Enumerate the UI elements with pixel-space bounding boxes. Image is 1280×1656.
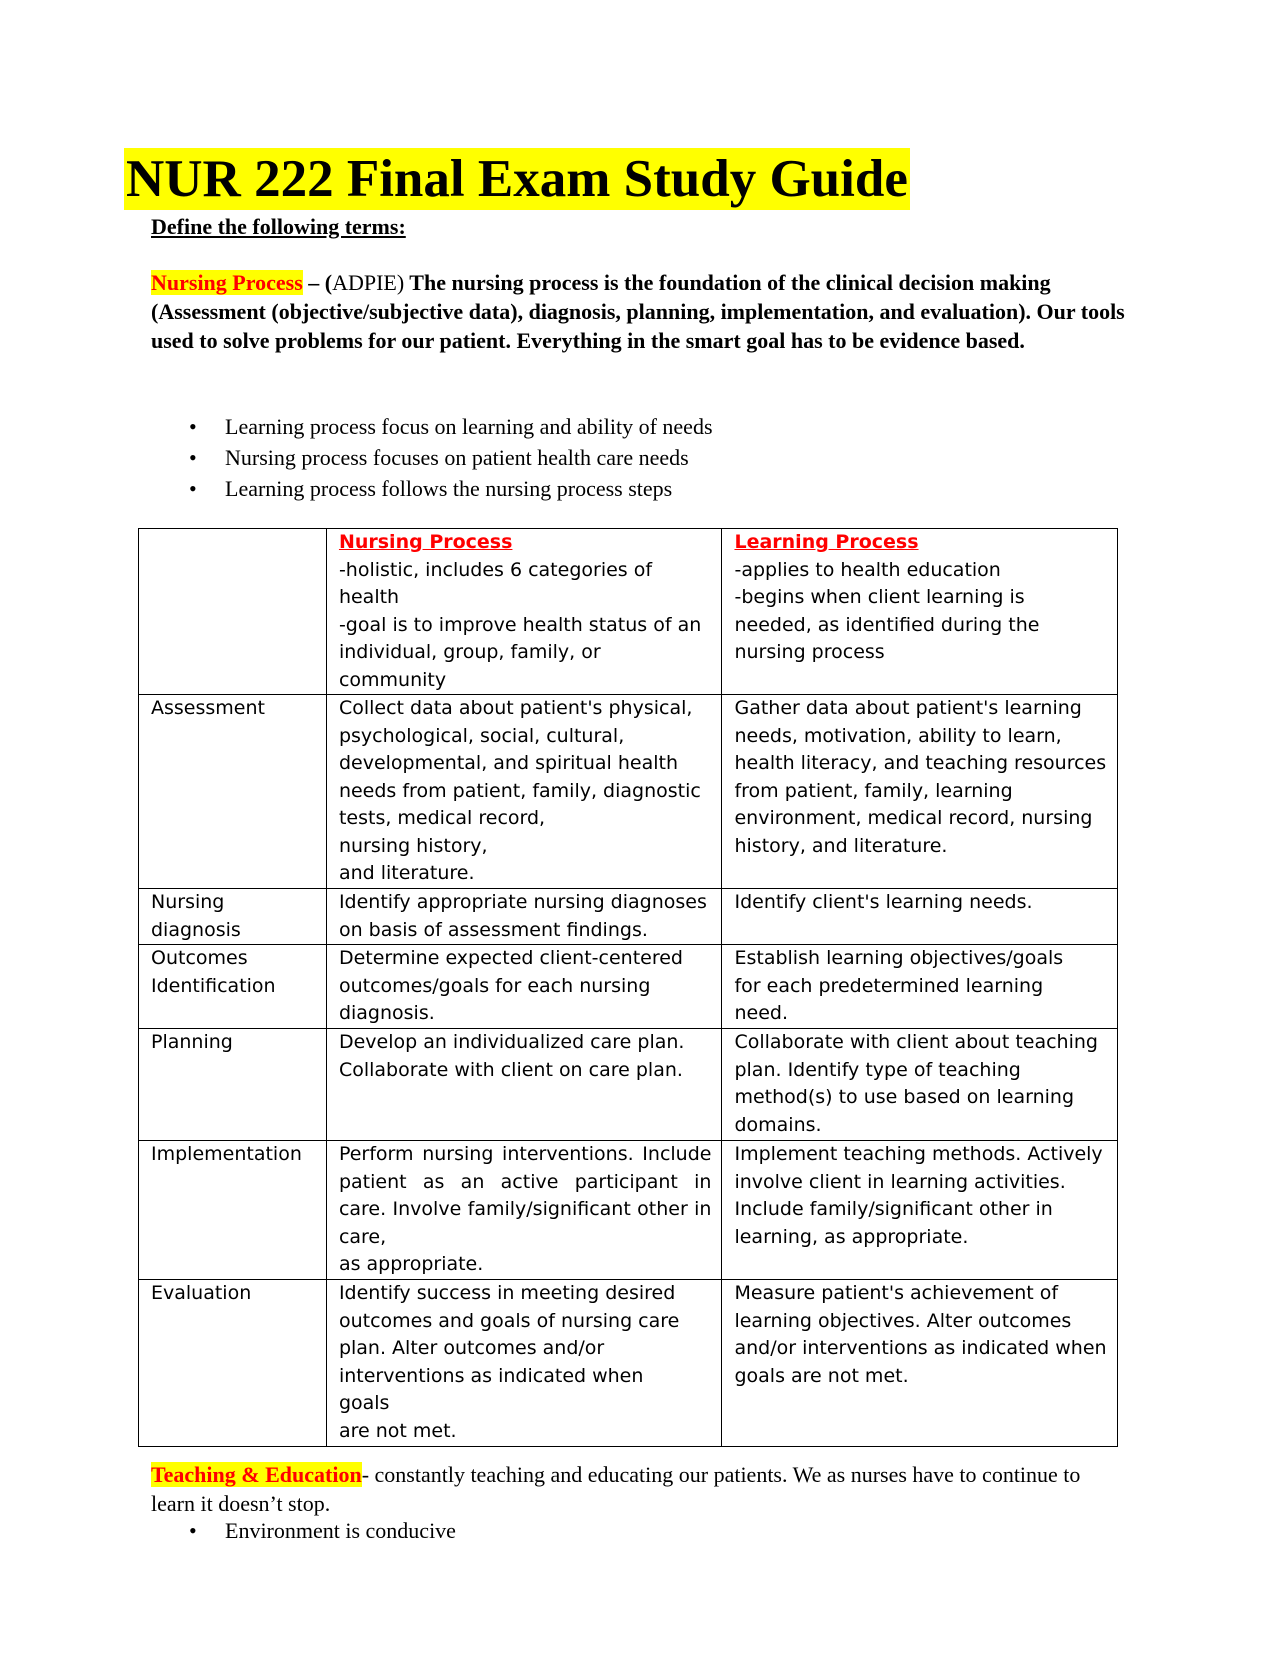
process-comparison-table (138, 528, 1118, 1447)
teaching-education-definition (151, 1460, 1111, 1518)
section-subheading: Define the following terms: (151, 214, 406, 239)
nursing-process-column-title: Nursing Process (338, 531, 513, 553)
table-header-row (139, 529, 1118, 695)
learning-cell: Collaborate with client about teaching plan. Identify type of teaching method(s) to use based on learning domains. (722, 1029, 1118, 1141)
learning-cell: Gather data about patient's learning needs, motivation, ability to learn, health literacy, and teaching resources from patient, family, learning environment, medical record, nursing history, and literature. (722, 695, 1118, 889)
list-item: • Learning process follows the nursing process steps (151, 473, 713, 504)
nursing-process-term: Nursing Process (151, 270, 303, 295)
list-item: • Environment is conducive (151, 1515, 456, 1546)
step-cell: Outcomes Identification (139, 945, 327, 1029)
step-cell: Assessment (139, 695, 327, 889)
list-item: • Nursing process focuses on patient health care needs (151, 442, 713, 473)
nursing-cell: Identify success in meeting desired outcomes and goals of nursing care plan. Alter outcomes and/or interventions as indicated when goals are not met. (326, 1280, 722, 1447)
step-cell: Implementation (139, 1141, 327, 1280)
table-row (139, 1280, 1118, 1447)
nursing-cell: Develop an individualized care plan. Collaborate with client on care plan. (326, 1029, 722, 1141)
nursing-process-definition (151, 268, 1131, 355)
term-dash: – ( (302, 270, 333, 295)
nursing-cell: Perform nursing interventions. Include patient as an active participant in care. Involve family/significant other in care, as appropriate. (326, 1141, 722, 1280)
nursing-cell: Determine expected client-centered outcomes/goals for each nursing diagnosis. (326, 945, 722, 1029)
nursing-process-text: The nursing process is the foundation of the clinical decision making (Assessment (objective/subjective data), diagnosis, planning, implementation, and evaluation). Our tools used to solve problems for our patient. Everything in the smart goal has to be evidence based. (151, 270, 1125, 353)
page-title: NUR 222 Final Exam Study Guide (126, 150, 908, 208)
table-row (139, 889, 1118, 945)
learning-cell: Identify client's learning needs. (722, 889, 1118, 945)
learning-cell: Measure patient's achievement of learning objectives. Alter outcomes and/or interventions as indicated when goals are not met. (722, 1280, 1118, 1447)
table-row (139, 945, 1118, 1029)
teaching-bullet-list (151, 1515, 456, 1546)
teaching-education-text: - constantly teaching and educating our patients. We as nurses have to continue to learn it doesn’t stop. (151, 1462, 1081, 1516)
list-item: • Learning process focus on learning and ability of needs (151, 411, 713, 442)
learning-process-column-desc: -applies to health education -begins when client learning is needed, as identified during the nursing process (734, 558, 1040, 663)
table-row (139, 695, 1118, 889)
learning-cell: Implement teaching methods. Actively involve client in learning activities. Include family/significant other in learning, as appropriate. (722, 1141, 1118, 1280)
learning-cell: Establish learning objectives/goals for each predetermined learning need. (722, 945, 1118, 1029)
table-row (139, 1141, 1118, 1280)
learning-process-header-cell (722, 529, 1118, 695)
step-cell: Planning (139, 1029, 327, 1141)
step-cell: Evaluation (139, 1280, 327, 1447)
nursing-process-header-cell (326, 529, 722, 695)
step-cell: Nursing diagnosis (139, 889, 327, 945)
adpie-label: ADPIE) (332, 270, 405, 295)
table-row (139, 1029, 1118, 1141)
learning-process-column-title: Learning Process (734, 531, 919, 553)
process-bullet-list (151, 411, 713, 504)
table-corner-cell (139, 529, 327, 695)
nursing-cell: Collect data about patient's physical, psychological, social, cultural, developmental, and spiritual health needs from patient, family, diagnostic tests, medical record, nursing history, and literature. (326, 695, 722, 889)
nursing-cell: Identify appropriate nursing diagnoses on basis of assessment findings. (326, 889, 722, 945)
teaching-education-term: Teaching & Education (151, 1462, 362, 1487)
nursing-process-column-desc: -holistic, includes 6 categories of health -goal is to improve health status of an individual, group, family, or community (338, 558, 702, 691)
